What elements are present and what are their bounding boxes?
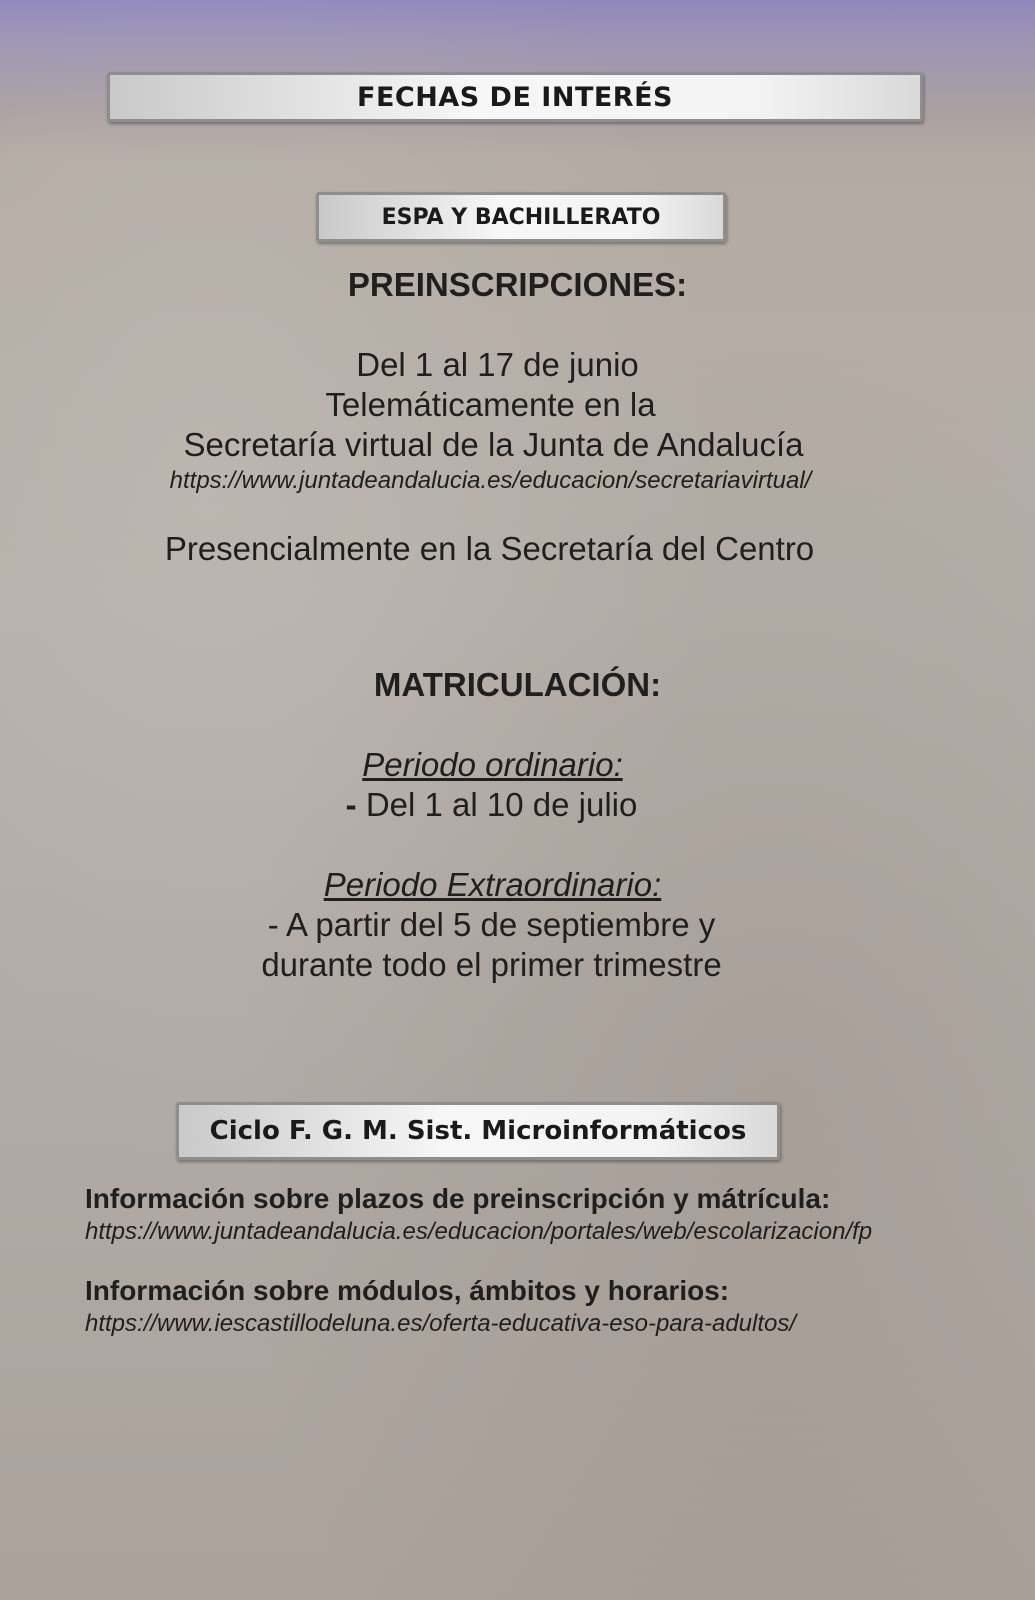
header-title: FECHAS DE INTERÉS — [357, 81, 673, 113]
info-plazos-heading: Información sobre plazos de preinscripción y mátrícula: — [85, 1183, 831, 1214]
ciclo-badge — [176, 1102, 780, 1160]
oferta-educativa-url: https://www.iescastillodeluna.es/oferta-educativa-eso-para-adultos/ — [85, 1310, 797, 1337]
periodo-extraordinario-line2: durante todo el primer trimestre — [261, 946, 722, 983]
escolarizacion-fp-url: https://www.juntadeandalucia.es/educacion/portales/web/escolarizacion/fp — [85, 1218, 873, 1245]
preinscripciones-telematic: Telemáticamente en la — [325, 386, 656, 423]
ciclo-label: Ciclo F. G. M. Sist. Microinformáticos — [209, 1116, 747, 1146]
header-banner — [107, 72, 923, 122]
espa-bachillerato-badge — [316, 192, 726, 242]
preinscripciones-heading: PREINSCRIPCIONES: — [347, 266, 688, 303]
periodo-ordinario-label: Periodo ordinario: — [362, 746, 623, 783]
preinscripciones-secretaria-virtual: Secretaría virtual de la Junta de Andalucía — [183, 426, 804, 463]
preinscripciones-presencial: Presencialmente en la Secretaría del Centro — [164, 530, 815, 567]
info-modulos-heading: Información sobre módulos, ámbitos y horarios: — [85, 1275, 730, 1306]
periodo-extraordinario-label: Periodo Extraordinario: — [323, 866, 662, 903]
ordinario-text: Del 1 al 10 de julio — [365, 786, 638, 823]
preinscripciones-dates: Del 1 al 17 de junio — [356, 346, 639, 383]
periodo-extraordinario-line1: - A partir del 5 de septiembre y — [267, 906, 716, 943]
ordinario-dash: - — [345, 786, 357, 823]
espa-bachillerato-label: ESPA Y BACHILLERATO — [381, 204, 661, 230]
secretaria-virtual-url: https://www.juntadeandalucia.es/educacion/secretariavirtual/ — [169, 467, 812, 494]
periodo-ordinario-dates — [0, 786, 1009, 824]
matriculacion-heading: MATRICULACIÓN: — [373, 666, 662, 703]
